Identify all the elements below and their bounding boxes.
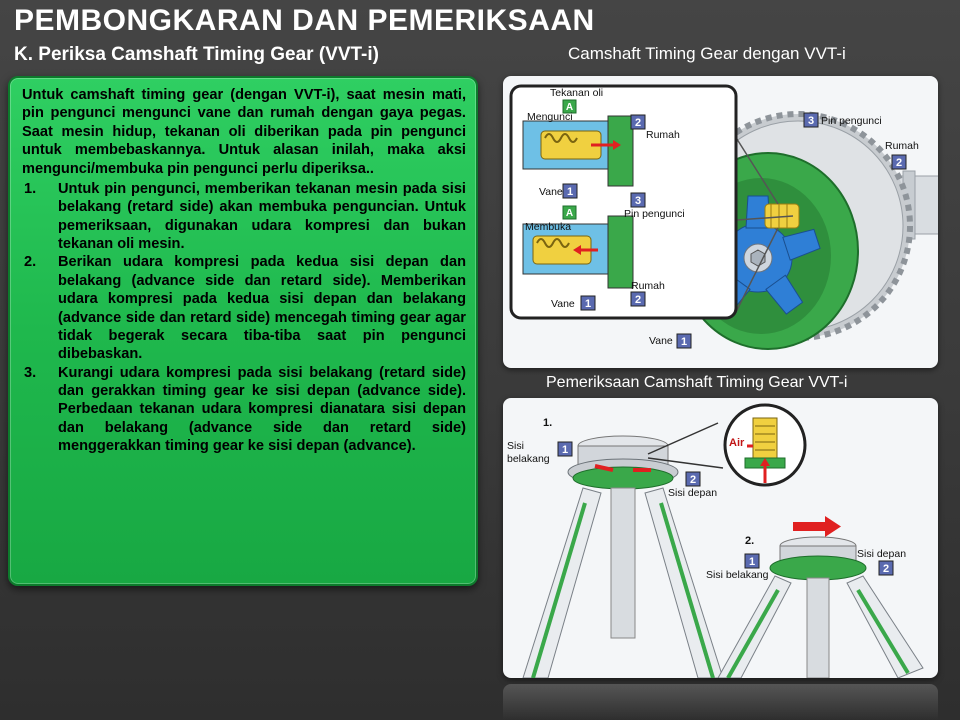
label-belakang: belakang [507, 453, 550, 465]
figure1-caption: Camshaft Timing Gear dengan VVT-i [568, 44, 846, 63]
intro-paragraph: Untuk camshaft timing gear (dengan VVT-i), saat mesin mati, pin pengunci mengunci vane dan rumah dengan gaya pegas. Saat mesin hidup, tekanan oli diberikan pada pin pengunci untuk membebaskannya. Untuk alasan inilah, maka aksi mengunci/membuka pin pengunci perlu diperiksa.. [22, 87, 466, 177]
callout-badge [879, 561, 893, 575]
step-text: Untuk pin pengunci, memberikan tekanan mesin pada sisi belakang (retard side) akan membuka penguncian. Untuk pemeriksaan, digunakan udara kompresi dan bukan tekanan oli mesin. [58, 180, 466, 252]
svg-text:1: 1 [561, 444, 569, 456]
lock-pin-icon [765, 204, 799, 228]
figure2-caption: Pemeriksaan Camshaft Timing Gear VVT-i [546, 374, 848, 391]
panel-reflection [503, 684, 938, 720]
timing-gear-illustration [503, 76, 938, 368]
inspection-illustration [503, 398, 938, 678]
label-pin-pengunci: Pin pengunci [821, 115, 882, 127]
arrow-icon [825, 516, 841, 537]
label-mengunci: Mengunci [527, 111, 573, 123]
label-step2: 2. [745, 535, 755, 547]
label-sisi-depan: Sisi depan [857, 548, 907, 560]
label-rumah: Rumah [885, 140, 919, 152]
svg-text:1: 1 [748, 556, 756, 568]
callout-badge [581, 296, 595, 310]
callout-badge [677, 334, 691, 348]
callout-badge [745, 554, 759, 568]
label-membuka: Membuka [525, 221, 572, 233]
step-item [22, 364, 466, 456]
label-air: Air [729, 437, 745, 449]
label-tekanan-oli: Tekanan oli [550, 87, 604, 99]
steps-list [22, 180, 466, 456]
label-rumah: Rumah [631, 280, 665, 292]
svg-text:2: 2 [634, 294, 642, 306]
arrow-icon [793, 522, 825, 531]
label-vane: Vane [539, 186, 563, 198]
label-vane: Vane [551, 298, 575, 310]
label-pin-pengunci: Pin pengunci [624, 208, 685, 220]
callout-badge [631, 193, 645, 207]
label-step1: 1. [543, 417, 553, 429]
figure1-panel [503, 76, 938, 368]
callout-badge [892, 155, 906, 169]
callout-badge [558, 442, 572, 456]
callout-a: A [565, 208, 574, 219]
slide-subtitle: K. Periksa Camshaft Timing Gear (VVT-i) [14, 44, 379, 65]
callout-badge [631, 292, 645, 306]
label-sisi-belakang: Sisi belakang [706, 569, 769, 581]
svg-text:2: 2 [634, 117, 642, 129]
callout-badge [631, 115, 645, 129]
step-number: 1. [24, 180, 37, 197]
callout-badge [804, 113, 818, 127]
label-sisi-depan: Sisi depan [668, 487, 718, 499]
figure2-panel [503, 398, 938, 678]
svg-text:2: 2 [895, 157, 903, 169]
slide-title: PEMBONGKARAN DAN PEMERIKSAAN [14, 4, 595, 37]
step-item [22, 180, 466, 254]
label-rumah: Rumah [646, 129, 680, 141]
step-number: 2. [24, 254, 37, 271]
step-number: 3. [24, 364, 37, 381]
svg-text:3: 3 [807, 115, 815, 127]
svg-text:3: 3 [634, 195, 642, 207]
callout-badge [686, 472, 700, 486]
svg-text:1: 1 [680, 336, 688, 348]
svg-text:1: 1 [566, 186, 574, 198]
step-text: Berikan udara kompresi pada kedua sisi depan dan belakang (advance side dan retard side). Memberikan udara kompresi pada kedua sisi depan dan belakang (advance side dan retard side) mencegah timing gear agar tidak begerak secara tiba-tiba saat pin pengunci dibebaskan. [58, 254, 466, 363]
svg-text:1: 1 [584, 298, 592, 310]
svg-text:2: 2 [689, 474, 697, 486]
step-item [22, 253, 466, 363]
callout-a: A [565, 102, 574, 113]
label-vane: Vane [649, 335, 673, 347]
label-sisi: Sisi [507, 440, 524, 452]
svg-text:2: 2 [882, 563, 890, 575]
explanation-text-box [8, 76, 478, 586]
step-text: Kurangi udara kompresi pada sisi belakang (retard side) dan gerakkan timing gear ke sisi depan (advance side). Perbedaan tekanan udara kompresi dianatara sisi depan dan belakang (advance side dan retard side) menggerakkan timing gear ke sisi depan (advance). [58, 364, 466, 455]
callout-badge [563, 184, 577, 198]
